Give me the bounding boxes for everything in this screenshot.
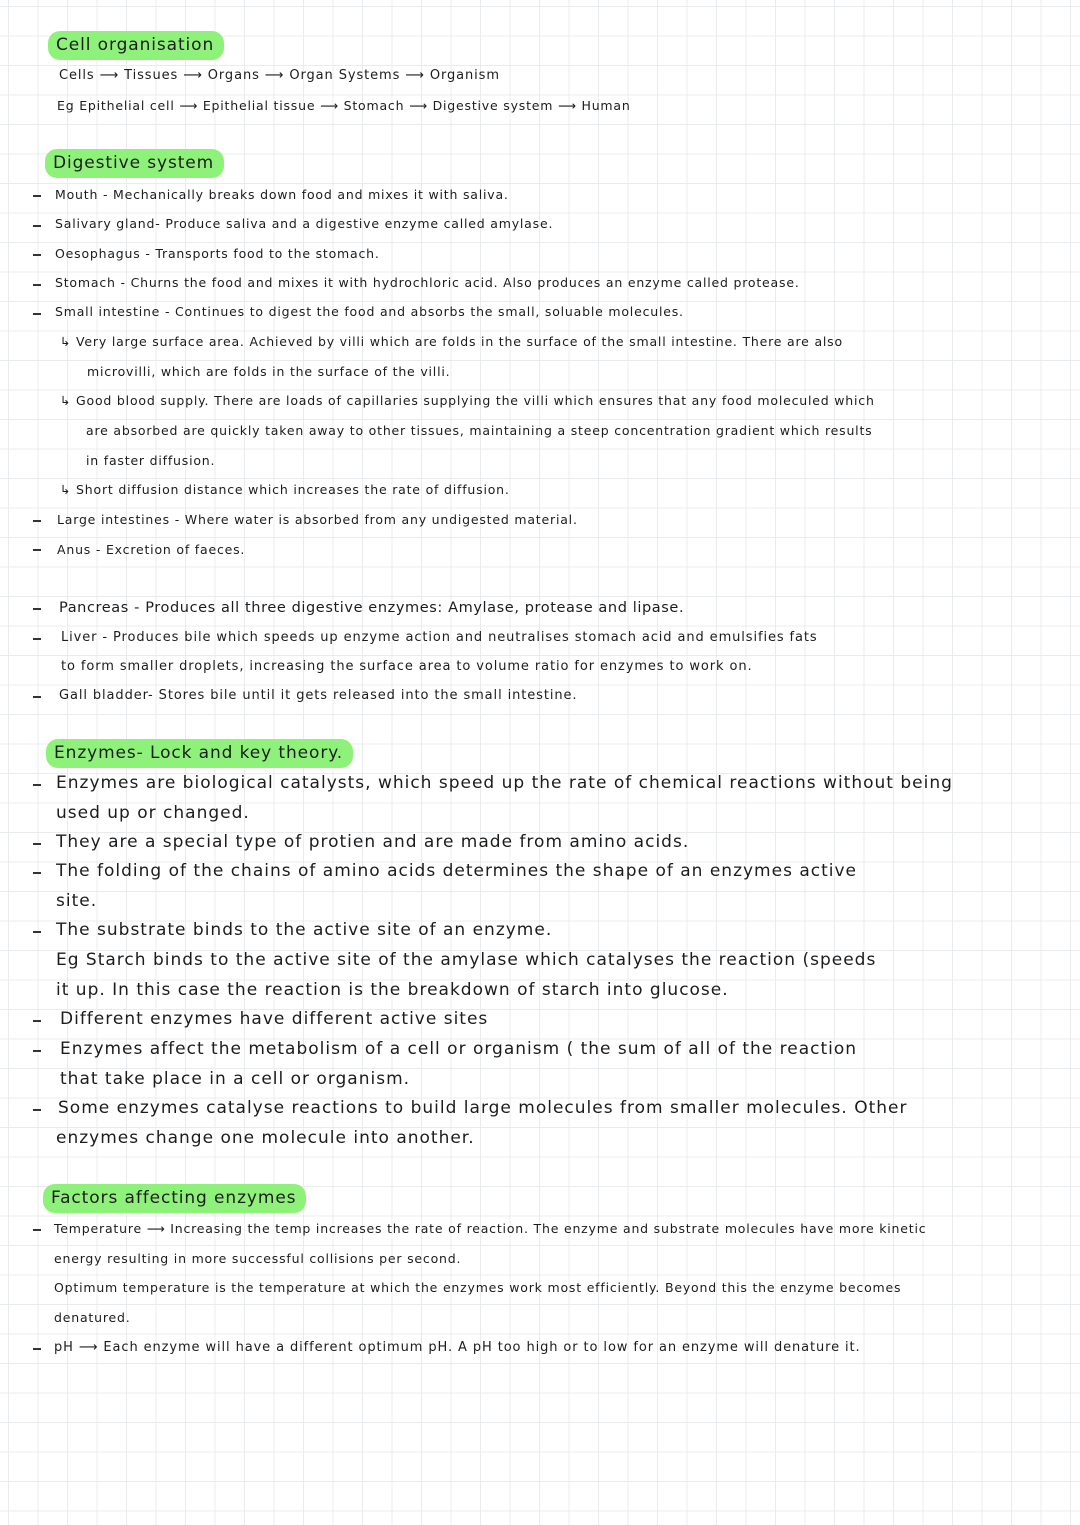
note-liver-line2: to form smaller droplets, increasing the surface area to volume ratio for enzymes to work on. [61, 659, 753, 674]
bullet-dash [33, 608, 41, 610]
note-blood-line2: are absorbed are quickly taken away to other tissues, maintaining a steep concentration gradient which results [86, 423, 873, 438]
bullet-dash [33, 549, 41, 551]
note-enzymes-protein: They are a special type of protien and are made from amino acids. [56, 832, 690, 852]
note-enzymes-metabolism-line2: that take place in a cell or organism. [60, 1069, 411, 1089]
bullet-dash [33, 1109, 41, 1111]
bullet-dash [33, 1348, 41, 1350]
bullet-dash [33, 696, 41, 698]
bullet-dash [33, 195, 41, 197]
heading-factors-affecting-enzymes: Factors affecting enzymes [43, 1184, 306, 1213]
heading-digestive-system: Digestive system [45, 149, 224, 178]
bullet-dash [33, 1050, 41, 1052]
note-temperature-line2: energy resulting in more successful collisions per second. [54, 1251, 462, 1266]
bullet-dash [33, 638, 41, 640]
note-enzymes-definition-line1: Enzymes are biological catalysts, which speed up the rate of chemical reactions without being [56, 773, 953, 793]
bullet-dash [33, 931, 41, 933]
note-pancreas: Pancreas - Produces all three digestive enzymes: Amylase, protease and lipase. [59, 600, 685, 616]
note-mouth: Mouth - Mechanically breaks down food and mixes it with saliva. [55, 187, 509, 202]
note-enzymes-active-sites: Different enzymes have different active sites [60, 1009, 489, 1029]
note-optimum-line1: Optimum temperature is the temperature at which the enzymes work most efficiently. Beyond this the enzyme becomes [54, 1280, 902, 1295]
heading-enzymes-lock-and-key: Enzymes- Lock and key theory. [46, 739, 353, 768]
cell-org-example: Eg Epithelial cell ⟶ Epithelial tissue ⟶ Stomach ⟶ Digestive system ⟶ Human [57, 98, 631, 113]
note-salivary-gland: Salivary gland- Produce saliva and a digestive enzyme called amylase. [55, 216, 554, 231]
bullet-dash [33, 225, 41, 227]
bullet-dash [33, 784, 41, 786]
bullet-dash [33, 1020, 41, 1022]
note-small-intestine: Small intestine - Continues to digest the food and absorbs the small, soluable molecules. [55, 304, 684, 319]
note-blood-line1: ↳ Good blood supply. There are loads of capillaries supplying the villi which ensures that any food moleculed which [60, 393, 875, 408]
note-blood-line3: in faster diffusion. [86, 453, 216, 468]
note-enzymes-definition-line2: used up or changed. [56, 803, 250, 823]
note-oesophagus: Oesophagus - Transports food to the stomach. [55, 246, 380, 261]
note-enzymes-metabolism-line1: Enzymes affect the metabolism of a cell or organism ( the sum of all of the reaction [60, 1039, 858, 1059]
note-enzymes-example-line1: Eg Starch binds to the active site of the amylase which catalyses the reaction (speeds [56, 950, 877, 970]
note-ph: pH ⟶ Each enzyme will have a different optimum pH. A pH too high or to low for an enzyme will denature it. [54, 1340, 861, 1355]
note-liver-line1: Liver - Produces bile which speeds up enzyme action and neutralises stomach acid and emulsifies fats [61, 630, 818, 645]
bullet-dash [33, 843, 41, 845]
note-anus: Anus - Excretion of faeces. [57, 542, 246, 557]
bullet-dash [33, 1229, 41, 1231]
note-enzymes-catalyse-line2: enzymes change one molecule into another. [56, 1128, 475, 1148]
note-villi-line1: ↳ Very large surface area. Achieved by villi which are folds in the surface of the small intestine. There are also [60, 334, 843, 349]
note-enzymes-folding-line1: The folding of the chains of amino acids determines the shape of an enzymes active [56, 861, 858, 881]
note-enzymes-example-line2: it up. In this case the reaction is the breakdown of starch into glucose. [56, 980, 729, 1000]
note-temperature-line1: Temperature ⟶ Increasing the temp increases the rate of reaction. The enzyme and substrate molecules have more kinetic [54, 1221, 927, 1236]
bullet-dash [33, 284, 41, 286]
note-enzymes-catalyse-line1: Some enzymes catalyse reactions to build large molecules from smaller molecules. Other [58, 1098, 908, 1118]
cell-org-hierarchy: Cells ⟶ Tissues ⟶ Organs ⟶ Organ Systems ⟶ Organism [59, 68, 500, 83]
bullet-dash [33, 313, 41, 315]
bullet-dash [33, 520, 41, 522]
heading-cell-organisation: Cell organisation [48, 31, 224, 60]
note-large-intestine: Large intestines - Where water is absorbed from any undigested material. [57, 512, 578, 527]
note-gall-bladder: Gall bladder- Stores bile until it gets released into the small intestine. [59, 688, 578, 703]
bullet-dash [33, 254, 41, 256]
note-enzymes-substrate: The substrate binds to the active site of an enzyme. [56, 920, 553, 940]
note-villi-line2: microvilli, which are folds in the surface of the villi. [87, 364, 451, 379]
note-enzymes-folding-line2: site. [56, 891, 98, 911]
note-stomach: Stomach - Churns the food and mixes it with hydrochloric acid. Also produces an enzyme called protease. [55, 275, 800, 290]
note-optimum-line2: denatured. [54, 1310, 131, 1325]
bullet-dash [33, 872, 41, 874]
note-diffusion: ↳ Short diffusion distance which increases the rate of diffusion. [60, 482, 510, 497]
